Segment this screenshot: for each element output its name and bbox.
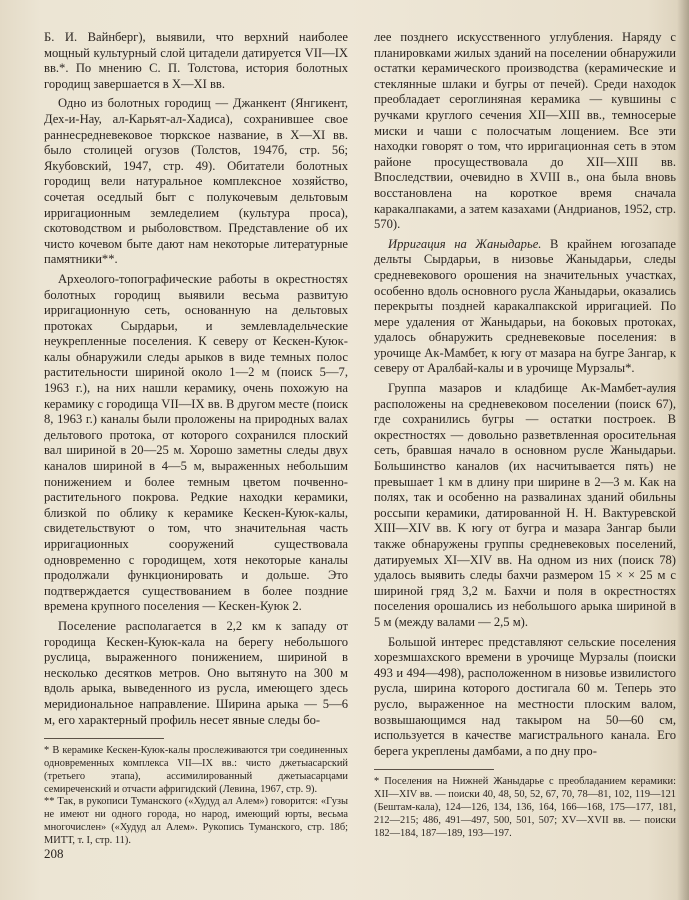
footnote: ** Так, в рукописи Туманского («Худуд ал Алем») говорится: «Гузы не имеют ни одного города, но народ, имеющий юрты, весьма многочислен» («Худуд ал Алем». Рукопись Туманского, стр. 18б; МИТТ, т. I, стр. 11). bbox=[44, 796, 348, 846]
paragraph: Большой интерес представляют сельские поселения хорезмшахского времени в урочище Мурзалы (поиски 493 и 494—498), расположенном в низовье извилистого русла, ширина которого достигала 60 м. Теперь это русло, выраженное на местности плоским валом, возвышающимся над такыром на 50—60 см, используется в качестве магистрального канала. Его берега укреплены дамбами, а по дну про- bbox=[374, 634, 676, 758]
paragraph: Археолого-топографические работы в окрестностях болотных городищ выявили весьма развитую ирригационную сеть, основанную на дельтовых протоках Сырдарьи, и землевладельческие неукрепленные поселения. К северу от Кескен-Куюк-калы обнаружили следы арыков в виде темных полос растительности шириной около 1—2 м (поиск 5—7, 1963 г.), на них нашли керамику, очень похожую на керамику с городища VII—IX вв. В другом месте (поиск 8, 1963 г.) каналы были проложены на природных валах дельтового протока, от которого сохранился плоский вал шириной в 20—25 м. Хорошо заметны следы двух каналов шириной в 4—5 м, выраженных небольшим понижением и более темным цветом почвенно-растительного покрова. Редкие находки керамики, близкой по облику к керамике Кескен-Куюк-калы, свидетельствуют о том, что значительная часть ирригационных сооружений существовала одновременно с городищем, хотя некоторые каналы продолжали функционировать и дольше. Это подтверждается существованием в более поздние времена крупного поселения — Кескен-Куюк 2. bbox=[44, 271, 348, 614]
page-number: 208 bbox=[44, 846, 64, 861]
paragraph: Поселение располагается в 2,2 км к западу от городища Кескен-Куюк-кала на берегу небольшого руслица, выраженного понижением, шириной в несколько десятков метров. Оно вытянуто на 300 м вдоль арыка, выведенного из русла, имеющего здесь меридиональное направление. Ширина арыка — 5—6 м, его характерный профиль несет явные следы бо- bbox=[44, 618, 348, 727]
footnote: * В керамике Кескен-Куюк-калы прослеживаются три соединенных одновременных комплекса VII—IX вв.: чисто джетыасарский (третьего этапа), ассимилированный джетыасарцами семиреченский и отчасти афригидский (Левина, 1967, стр. 9). bbox=[44, 745, 348, 795]
footnote-divider bbox=[374, 769, 494, 770]
left-column bbox=[44, 30, 348, 848]
page-edge-shadow bbox=[677, 0, 689, 900]
section-paragraph bbox=[374, 237, 676, 377]
paragraph: Б. И. Вайнберг), выявили, что верхний наиболее мощный культурный слой цитадели датируется VII—IX вв.*. По мнению С. П. Толстова, история болотных городищ завершается в X—XI вв. bbox=[44, 30, 348, 91]
paragraph: Группа мазаров и кладбище Ак-Мамбет-аулия расположены на средневековом поселении (поиск 67), где сохранились бугры — остатки построек. В окрестностях — довольно разветвленная оросительная сеть, бравшая начало в основном русле Жаныдарьи. Большинство каналов (их насчитывается пять) не превышает 1 км в длину при ширине в 2—3 м. Как на полях, так и особенно на развалинах зданий обильны россыпи керамики, датированной Н. Н. Вактуревской XIII—XIV вв. К югу от бугра и мазара Зангар были также обнаружены группы средневековых поселений, датируемых XI—XIV вв. На одном из них (поиск 78) удалось выявить следы бахчи размером 15 × × 25 м с шириной гряд 3,2 м. Бахчи и поля в окрестностях поселения орошались из небольшого арыка шириной в 5 м (между валами — 2,5 м). bbox=[374, 381, 676, 629]
section-text: В крайнем югозападе дельты Сырдарьи, в низовье Жаныдарьи, следы средневекового орошения на значительных участках, особенно вдоль основного русла Жаныдарьи, оказались перекрыты поздней каракалпакской ирригацией. По мере удаления от Жаныдарьи, на боковых протоках, удалось обнаружить средневековые поселения: в урочище Ак-Мамбет, к югу от мазара на бугре Зангар, к северу от Аралбай-калы и в урочище Мурзалы*. bbox=[374, 236, 677, 376]
section-heading: Ирригация на Жаныдарье. bbox=[388, 236, 542, 251]
paragraph: лее позднего искусственного углубления. Наряду с планировками жилых зданий на поселении обнаружили остатки керамического производства (керамические и стеклянные шлаки и бугры от печей). Среди находок преобладает сероглиняная керамика — кувшины с ручками круглого сечения XII—XIII вв., темносерые миски и чаши с полосчатым лощением. Все эти находки говорят о том, что ирригационная сеть в этом районе просуществовала до XII—XIII вв. Впоследствии, очевидно в XVIII в., она была вновь восстановлена на короткое время сначала каракалпаками, а затем казахами (Андрианов, 1952, стр. 570). bbox=[374, 30, 676, 232]
footnote-divider bbox=[44, 738, 164, 739]
paragraph: Одно из болотных городищ — Джанкент (Янгикент, Дех-и-Нау, ал-Карьят-ал-Хадиса), сохранившее свое раннесредневековое тюркское название, в X—XI вв. было столицей огузов (Толстов, 1947б, стр. 56; Якубовский, 1947, стр. 49). Обитатели болотных городищ вели натуральное комплексное хозяйство, сочетая оседлый быт с полукочевым дельтовым ирригационным земледелием (культура проса), скотоводством и рыболовством. Представление об их чисто кочевом быте дают нам некоторые литературные памятники**. bbox=[44, 96, 348, 267]
footnote: * Поселения на Нижней Жаныдарье с преобладанием керамики: XII—XIV вв. — поиски 40, 48, 50, 52, 67, 70, 78—81, 102, 119—121 (Бештам-кала), 124—126, 134, 136, 164, 166—168, 175—177, 181, 212—215; 486, 491—497, 500, 501, 507; XV—XVII вв. — поиски 182—184, 187—189, 193—197. bbox=[374, 776, 676, 839]
right-column bbox=[374, 30, 676, 840]
